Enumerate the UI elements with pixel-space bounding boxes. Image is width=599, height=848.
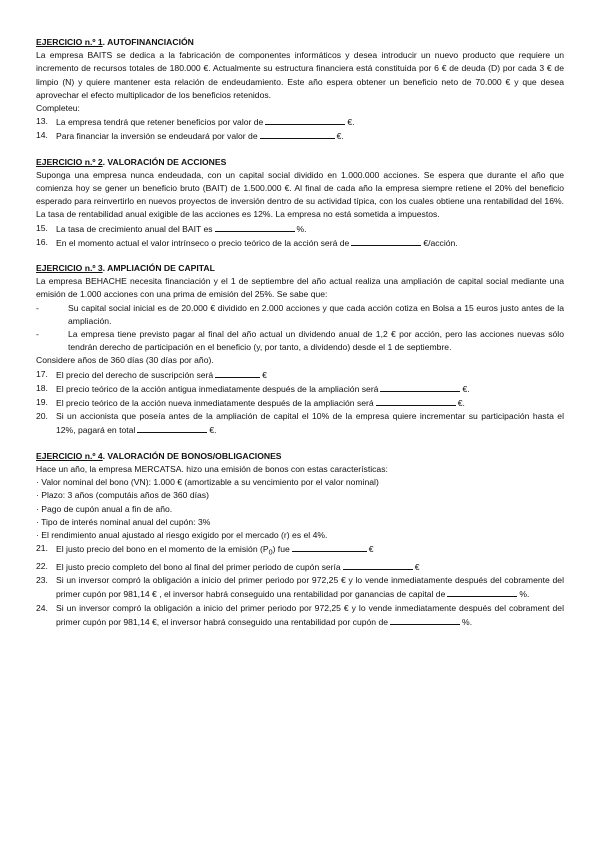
exercise-3-title xyxy=(36,262,564,275)
question-17-number: 17. xyxy=(36,368,48,379)
exercise-2-statement: Suponga una empresa nunca endeudada, con un capital social dividido en 1.000.000 acciones. Se espera que durante el año que comienza hoy se gener un beneficio bruto (BAIT) de 1.500.000 €. Al final de cada año la empresa siempre retiene el 20% del beneficio esperado para reinvertirlo en nuevos proyectos de inversión dentro de su actividad típica, con los cuales obtiene una rentabilidad del 16%. La tasa de rentabilidad anual exigible de las acciones es 12%. La empresa no está sometida a impuestos. xyxy=(36,169,564,220)
question-20-text: Si un accionista que poseía antes de la ampliación de capital el 10% de la empresa quiere incrementar su participación hasta el 12%, pagará en total xyxy=(56,411,564,436)
question-23-number: 23. xyxy=(36,575,48,586)
question-15 xyxy=(36,222,564,236)
question-13-text: La empresa tendrá que retener beneficios por valor de xyxy=(56,117,264,128)
exercise-1-number: EJERCICIO n.º 1 xyxy=(36,37,103,47)
exercise-1-title xyxy=(36,36,564,49)
question-21-text: El justo precio del bono en el momento de la emisión (P xyxy=(56,544,269,555)
question-14 xyxy=(36,129,564,143)
exercise-4-title xyxy=(36,450,564,463)
exercise-4 xyxy=(36,450,564,629)
question-21-text-end: ) fue xyxy=(272,544,290,555)
question-23-answer-blank[interactable] xyxy=(447,587,517,597)
question-18 xyxy=(36,382,564,396)
question-20-unit: €. xyxy=(209,425,217,436)
question-22-unit: € xyxy=(414,562,420,573)
question-24 xyxy=(36,602,564,629)
question-21-subscript: 0 xyxy=(268,548,273,557)
question-22-number: 22. xyxy=(36,561,48,572)
question-23-text: Si un inversor compró la obligación a inicio del primer periodo por 972,25 € y lo vende inmediatamente después del cobramente del primer cupón por 981,14 € , el inversor habrá conseguido una rentabilidad por ganancias de capital de xyxy=(56,575,564,600)
question-21 xyxy=(36,542,564,560)
exercise-3 xyxy=(36,262,564,438)
question-17-answer-blank[interactable] xyxy=(215,368,260,378)
question-24-text: Si un inversor compró la obligación a inicio del primer periodo por 972,25 € y lo vende inmediatamente después del cobrament del primer cupón por 981,14 €, el inversor habrá conseguido una rentabilidad por cupón de xyxy=(56,602,564,627)
question-19-text: El precio teórico de la acción nueva inmediatamente después de la ampliación será xyxy=(56,398,374,409)
question-19-unit: €. xyxy=(457,398,465,409)
exercise-1-statement: La empresa BAITS se dedica a la fabricación de componentes informáticos y desea introducir un nuevo producto que requiere un incremento de recursos totales de 180.000 €. Actualmente su estructura financiera está constituida por 6 € de deuda (D) por cada 3 € de limpio (N) y quiere mantener esta relación de endeudamiento. Este año espera obtener un beneficio neto de 70.000 € y que desea aprovechar el efecto multiplicador de los beneficios retenidos. xyxy=(36,50,564,100)
question-18-number: 18. xyxy=(36,382,48,393)
exercise-3-statement: La empresa BEHACHE necesita financiación y el 1 de septiembre del año actual realiza una ampliación de capital social mediante una emisión de 1.000 acciones con una prima de emisión del 25%. Se sabe que: xyxy=(36,276,564,300)
question-16-answer-blank[interactable] xyxy=(351,236,421,246)
question-13 xyxy=(36,115,564,129)
question-21-answer-blank[interactable] xyxy=(292,542,367,552)
dash-bullet: - xyxy=(36,302,39,313)
question-15-text: La tasa de crecimiento anual del BAIT es xyxy=(56,223,213,234)
exercise-3-condition-1 xyxy=(36,302,564,328)
condition-1-text: Su capital social inicial es de 20.000 € dividido en 2.000 acciones y que cada acción cotiza en Bolsa a 15 euros justo antes de la ampliación. xyxy=(68,302,564,326)
question-24-unit: %. xyxy=(462,616,473,627)
exercise-3-consider-note: Considere años de 360 días (30 días por año). xyxy=(36,355,214,366)
question-23 xyxy=(36,574,564,601)
exercise-3-number: EJERCICIO n.º 3 xyxy=(36,263,103,274)
question-21-unit: € xyxy=(368,544,374,555)
question-15-answer-blank[interactable] xyxy=(215,222,295,232)
question-16-unit: €/acción. xyxy=(423,237,458,248)
exercise-2-number: EJERCICIO n.º 2 xyxy=(36,156,103,167)
exercise-4-statement: Hace un año, la empresa MERCATSA. hizo una emisión de bonos con estas características: xyxy=(36,463,388,474)
question-18-text: El precio teórico de la acción antigua inmediatamente después de la ampliación será xyxy=(56,383,379,394)
question-18-answer-blank[interactable] xyxy=(380,382,460,392)
exercise-2-heading: . VALORACIÓN DE ACCIONES xyxy=(102,156,227,167)
bond-characteristic-item: · Pago de cupón anual a fin de año. xyxy=(36,503,173,514)
question-15-unit: %. xyxy=(296,223,307,234)
exercise-3-heading: . AMPLIACIÓN DE CAPITAL xyxy=(102,263,215,274)
question-19-answer-blank[interactable] xyxy=(376,396,456,406)
question-20 xyxy=(36,410,564,437)
question-16-number: 16. xyxy=(36,236,48,247)
question-14-number: 14. xyxy=(36,130,48,141)
question-13-answer-blank[interactable] xyxy=(265,115,345,125)
exercise-2-title xyxy=(36,156,564,169)
exercise-3-condition-2 xyxy=(36,328,564,354)
question-18-unit: €. xyxy=(462,383,470,394)
exercise-4-heading: . VALORACIÓN DE BONOS/OBLIGACIONES xyxy=(102,450,282,461)
question-24-answer-blank[interactable] xyxy=(390,615,460,625)
condition-2-text: La empresa tiene previsto pagar al final del año actual un dividendo anual de 1,2 € por acción, pero las acciones nuevas sólo tendrán derecho de participación en el beneficio (y, por tanto, a dividendo) desde el 1 de septiembre. xyxy=(68,329,564,353)
question-20-number: 20. xyxy=(36,411,48,422)
question-19-number: 19. xyxy=(36,397,48,408)
question-19 xyxy=(36,396,564,410)
exercise-1-heading: . AUTOFINANCIACIÓN xyxy=(102,37,194,47)
question-15-number: 15. xyxy=(36,222,48,233)
question-14-unit: €. xyxy=(336,131,344,142)
question-17-text: El precio del derecho de suscripción será xyxy=(56,369,214,380)
question-16-text: En el momento actual el valor intrínseco o precio teórico de la acción será de xyxy=(56,237,350,248)
question-24-number: 24. xyxy=(36,602,48,613)
question-13-number: 13. xyxy=(36,116,48,127)
question-14-text: Para financiar la inversión se endeudará por valor de xyxy=(56,131,258,142)
question-16 xyxy=(36,236,564,250)
question-22-text: El justo precio completo del bono al final del primer periodo de cupón sería xyxy=(56,562,341,573)
exercise-1-complete-label: Completeu: xyxy=(36,103,80,114)
question-22 xyxy=(36,560,564,574)
bond-characteristic-item: · Valor nominal del bono (VN): 1.000 € (amortizable a su vencimiento por el valor nominal) xyxy=(36,477,379,488)
question-14-answer-blank[interactable] xyxy=(260,129,335,139)
exercise-1 xyxy=(36,36,564,144)
question-17 xyxy=(36,368,564,382)
bond-characteristic-item: · El rendimiento anual ajustado al riesgo exigido por el mercado (r) es el 4%. xyxy=(36,529,328,540)
question-23-unit: %. xyxy=(519,589,530,600)
exercise-4-number: EJERCICIO n.º 4 xyxy=(36,450,103,461)
question-20-answer-blank[interactable] xyxy=(137,423,207,433)
bond-characteristic-item: · Tipo de interés nominal anual del cupón: 3% xyxy=(36,516,211,527)
dash-bullet: - xyxy=(36,329,39,340)
question-13-unit: €. xyxy=(347,117,355,128)
question-21-number: 21. xyxy=(36,543,48,554)
question-22-answer-blank[interactable] xyxy=(343,560,413,570)
document-page xyxy=(36,36,564,641)
exercise-2 xyxy=(36,156,564,250)
question-17-unit: € xyxy=(262,369,267,380)
bond-characteristic-item: · Plazo: 3 años (computáis años de 360 días) xyxy=(36,490,209,501)
